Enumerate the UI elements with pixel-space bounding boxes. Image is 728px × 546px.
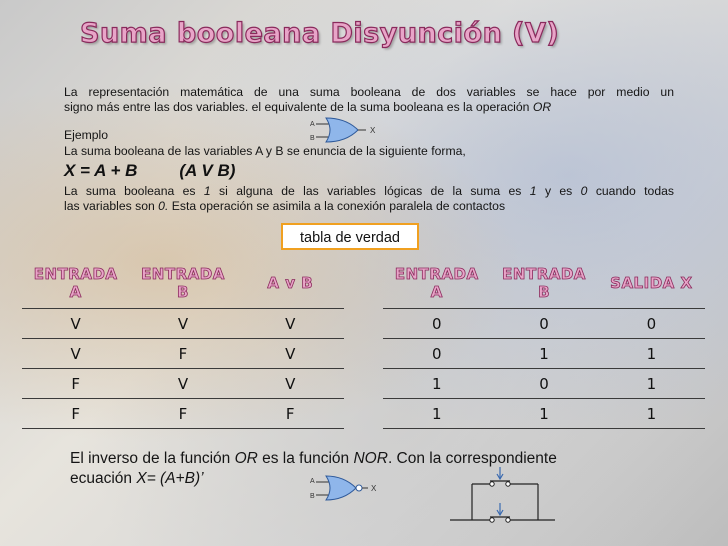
svg-text:X: X: [371, 484, 377, 493]
equation-left: X = A + B: [64, 161, 138, 180]
header-entrada-a-bin: ENTRADA A: [394, 265, 479, 301]
table-cell: 1: [383, 369, 490, 399]
table-cell: V: [22, 339, 129, 369]
table-row: [22, 309, 705, 339]
intro-paragraph: [64, 85, 674, 115]
table-header-row: [22, 258, 705, 309]
gate-input-a: A: [310, 121, 315, 128]
intro-or-term: OR: [532, 100, 552, 114]
truth-table-label: tabla de verdad: [281, 223, 419, 250]
table-cell: V: [129, 369, 236, 399]
table-cell: 1: [490, 339, 597, 369]
table-cell: F: [22, 399, 129, 429]
table-cell: V: [237, 369, 344, 399]
table-row: [22, 339, 705, 369]
table-cell: F: [129, 339, 236, 369]
table-cell: 0: [490, 309, 597, 339]
header-entrada-b: ENTRADA B: [141, 265, 225, 301]
table-cell: 0: [383, 339, 490, 369]
rule-paragraph: [64, 184, 674, 214]
example-text: La suma booleana de las variables A y B se enuncia de la siguiente forma,: [64, 144, 466, 158]
table-cell: V: [237, 309, 344, 339]
header-salida-x: SALIDA X: [610, 274, 693, 292]
header-a-or-b: A v B: [267, 274, 314, 292]
parallel-contacts-diagram: [450, 462, 560, 542]
nor-paragraph: El inverso de la función OR es la función NOR. Con la correspondiente ecuación X= (A+B)’: [70, 450, 557, 487]
svg-text:A: A: [310, 478, 315, 485]
table-cell: 1: [598, 369, 705, 399]
table-cell: 1: [598, 399, 705, 429]
rule-line-2: las variables son 0. Esta operación se asimila a la conexión paralela de contactos: [64, 199, 506, 213]
rule-line-1: La suma booleana es 1 si alguna de las variables lógicas de la suma es 1 y es 0 cuando todas: [64, 184, 674, 198]
gate-output-x: X: [370, 126, 376, 135]
svg-text:B: B: [310, 493, 315, 500]
example-label: Ejemplo: [64, 128, 109, 142]
equation: [64, 161, 235, 181]
table-cell: 0: [383, 309, 490, 339]
table-cell: 1: [383, 399, 490, 429]
table-row: [22, 369, 705, 399]
table-cell: 0: [598, 309, 705, 339]
header-entrada-a: ENTRADA A: [33, 265, 118, 301]
table-cell: F: [237, 399, 344, 429]
table-cell: V: [129, 309, 236, 339]
gate-input-b: B: [310, 135, 315, 142]
table-cell: 1: [598, 339, 705, 369]
truth-table: [22, 258, 705, 429]
equation-right: (A V B): [179, 161, 236, 180]
nor-gate-icon: [308, 473, 380, 503]
table-cell: F: [129, 399, 236, 429]
table-cell: 0: [490, 369, 597, 399]
table-cell: 1: [490, 399, 597, 429]
table-cell: F: [22, 369, 129, 399]
table-row: [22, 399, 705, 429]
page-title: Suma booleana Disyunción (V): [80, 18, 560, 49]
intro-line-1: La representación matemática de una suma booleana de dos variables se hace por medio un: [64, 85, 674, 99]
or-gate-icon: [308, 114, 378, 144]
header-entrada-b-bin: ENTRADA B: [502, 265, 586, 301]
table-cell: V: [237, 339, 344, 369]
intro-line-2: signo más entre las dos variables. el equivalente de la suma booleana es la operación: [64, 100, 533, 114]
table-cell: V: [22, 309, 129, 339]
